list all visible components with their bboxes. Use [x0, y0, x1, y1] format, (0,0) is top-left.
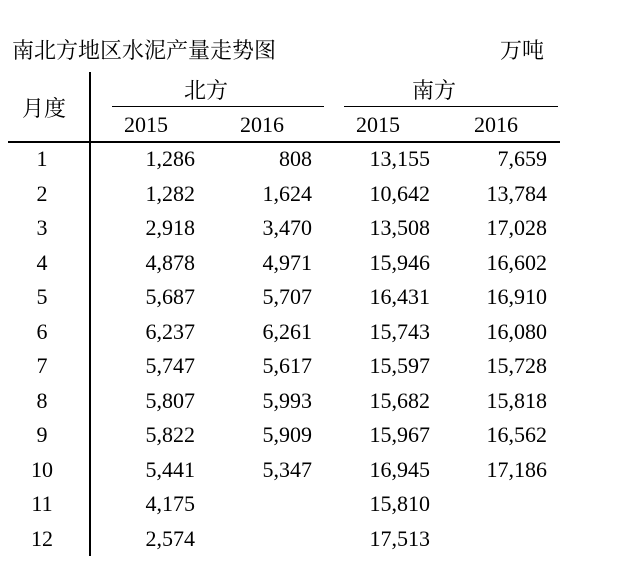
south-2015-cell: 10,642 — [369, 180, 430, 206]
month-cell: 12 — [31, 525, 53, 551]
table-row — [0, 181, 624, 215]
year-header-south-2015: 2015 — [356, 112, 400, 137]
north-2015-cell: 5,822 — [145, 422, 195, 447]
table-row — [0, 319, 624, 353]
table-row — [0, 284, 624, 318]
year-header-south-2016: 2016 — [474, 112, 518, 137]
month-cell: 8 — [36, 387, 48, 413]
south-2016-cell: 15,818 — [486, 387, 547, 413]
north-2015-cell: 4,175 — [145, 491, 195, 516]
underline-south — [344, 106, 558, 107]
north-2015-cell: 5,747 — [145, 353, 195, 378]
north-2016-cell: 3,470 — [262, 215, 312, 240]
month-cell: 10 — [31, 456, 53, 482]
south-2015-cell: 15,743 — [369, 318, 430, 344]
north-2015-cell: 6,237 — [145, 318, 195, 344]
north-2016-cell: 808 — [279, 146, 312, 171]
month-header: 月度 — [22, 97, 67, 122]
south-2015-cell: 15,946 — [369, 249, 430, 275]
group-header-north: 北方 — [184, 79, 229, 104]
north-2015-cell: 5,687 — [145, 284, 195, 309]
table-row — [0, 526, 624, 560]
north-2015-cell: 5,441 — [145, 456, 195, 482]
month-cell: 6 — [36, 318, 48, 344]
year-header-north-2016: 2016 — [240, 112, 284, 137]
south-2016-cell: 16,602 — [486, 249, 547, 275]
north-2016-cell: 6,261 — [262, 318, 312, 344]
north-2016-cell: 5,617 — [262, 353, 312, 378]
month-cell: 4 — [36, 249, 48, 275]
south-2015-cell: 15,967 — [369, 422, 430, 447]
month-cell: 1 — [36, 146, 48, 171]
south-2015-cell: 13,508 — [369, 215, 430, 240]
month-cell: 9 — [36, 422, 48, 447]
north-2015-cell: 1,282 — [145, 180, 195, 206]
month-cell: 11 — [31, 491, 53, 516]
south-2016-cell: 15,728 — [486, 353, 547, 378]
group-header-south: 南方 — [412, 79, 457, 104]
underline-north — [112, 106, 324, 107]
south-2016-cell: 16,910 — [486, 284, 547, 309]
south-2015-cell: 13,155 — [369, 146, 430, 171]
month-cell: 2 — [36, 180, 48, 206]
unit-label: 万吨 — [500, 39, 545, 64]
table-row — [0, 388, 624, 422]
north-2016-cell: 5,707 — [262, 284, 312, 309]
south-2015-cell: 15,810 — [369, 491, 430, 516]
south-2016-cell: 13,784 — [486, 180, 547, 206]
month-cell: 7 — [36, 353, 48, 378]
south-2016-cell: 17,028 — [486, 215, 547, 240]
south-2015-cell: 17,513 — [369, 525, 430, 551]
north-2016-cell: 5,347 — [262, 456, 312, 482]
table-title: 南北方地区水泥产量走势图 — [12, 39, 277, 64]
south-2015-cell: 16,945 — [369, 456, 430, 482]
table-row — [0, 353, 624, 387]
table-row — [0, 250, 624, 284]
south-2016-cell: 16,562 — [486, 422, 547, 447]
north-2015-cell: 1,286 — [145, 146, 195, 171]
table-row — [0, 146, 624, 180]
south-2015-cell: 15,682 — [369, 387, 430, 413]
south-2016-cell: 17,186 — [486, 456, 547, 482]
month-cell: 5 — [36, 284, 48, 309]
south-2016-cell: 7,659 — [497, 146, 547, 171]
table-row — [0, 422, 624, 456]
south-2015-cell: 16,431 — [369, 284, 430, 309]
north-2016-cell: 1,624 — [262, 180, 312, 206]
table-row — [0, 491, 624, 525]
south-2015-cell: 15,597 — [369, 353, 430, 378]
north-2016-cell: 5,909 — [262, 422, 312, 447]
north-2015-cell: 4,878 — [145, 249, 195, 275]
north-2015-cell: 5,807 — [145, 387, 195, 413]
year-header-north-2015: 2015 — [124, 112, 168, 137]
month-cell: 3 — [36, 215, 48, 240]
south-2016-cell: 16,080 — [486, 318, 547, 344]
north-2016-cell: 5,993 — [262, 387, 312, 413]
north-2015-cell: 2,574 — [145, 525, 195, 551]
table-row — [0, 457, 624, 491]
table-row — [0, 215, 624, 249]
north-2015-cell: 2,918 — [145, 215, 195, 240]
north-2016-cell: 4,971 — [262, 249, 312, 275]
